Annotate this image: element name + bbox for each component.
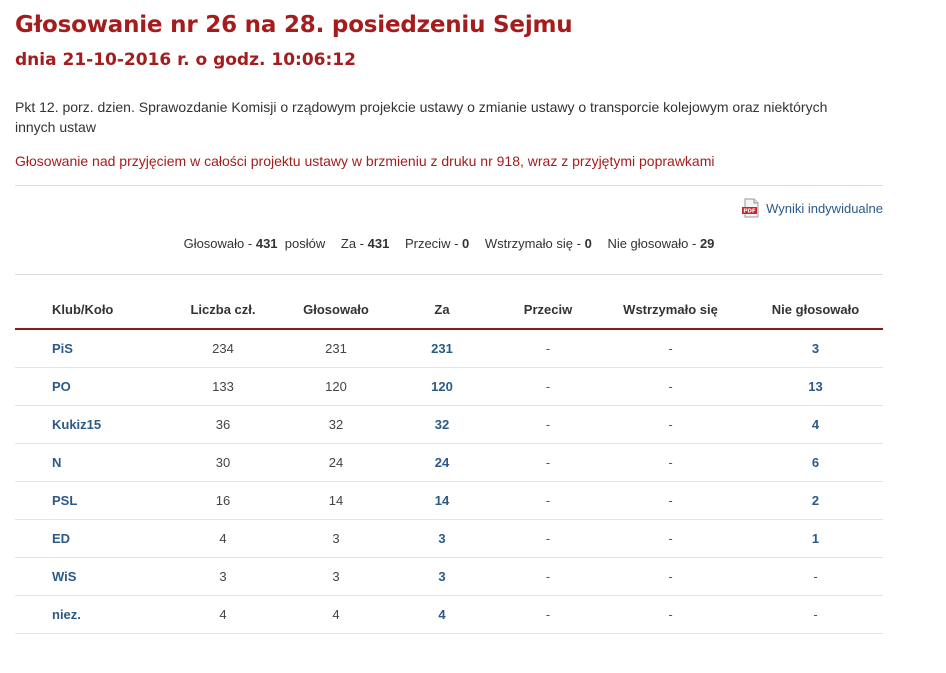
cell-voted: 32 — [291, 406, 381, 444]
divider — [15, 185, 883, 186]
individual-results-label: Wyniki indywidualne — [766, 200, 883, 216]
cell-yes-link[interactable]: 14 — [381, 482, 503, 520]
cell-abstain: - — [593, 329, 748, 368]
cell-members: 4 — [155, 520, 291, 558]
cell-members: 133 — [155, 368, 291, 406]
cell-voted: 3 — [291, 558, 381, 596]
club-link[interactable]: WiS — [15, 558, 155, 596]
cell-not-voted: - — [748, 596, 883, 634]
cell-against: - — [503, 444, 593, 482]
cell-abstain: - — [593, 406, 748, 444]
divider — [15, 274, 883, 275]
table-row — [15, 406, 883, 444]
vote-subject: Głosowanie nad przyjęciem w całości projektu ustawy w brzmieniu z druku nr 918, wraz z przyjętymi poprawkami — [15, 153, 715, 169]
cell-not-voted-link[interactable]: 4 — [748, 406, 883, 444]
summary-not-voted: Nie głosowało - 29 — [607, 236, 715, 251]
cell-not-voted-link[interactable]: 2 — [748, 482, 883, 520]
cell-voted: 24 — [291, 444, 381, 482]
cell-not-voted-link[interactable]: 13 — [748, 368, 883, 406]
cell-abstain: - — [593, 368, 748, 406]
table-row — [15, 482, 883, 520]
cell-against: - — [503, 520, 593, 558]
cell-against: - — [503, 406, 593, 444]
col-header-not-voted: Nie głosowało — [748, 290, 883, 329]
cell-abstain: - — [593, 444, 748, 482]
cell-members: 36 — [155, 406, 291, 444]
cell-abstain: - — [593, 558, 748, 596]
cell-abstain: - — [593, 596, 748, 634]
cell-abstain: - — [593, 482, 748, 520]
individual-results-pdf-link[interactable] — [741, 197, 883, 219]
summary-yes: Za - 431 — [340, 236, 390, 251]
club-link[interactable]: PSL — [15, 482, 155, 520]
table-row — [15, 368, 883, 406]
results-table — [15, 290, 883, 634]
cell-not-voted: - — [748, 558, 883, 596]
cell-abstain: - — [593, 520, 748, 558]
vote-summary — [15, 236, 883, 251]
summary-against: Przeciw - 0 — [404, 236, 470, 251]
club-link[interactable]: Kukiz15 — [15, 406, 155, 444]
cell-voted: 231 — [291, 329, 381, 368]
agenda-item-text: Pkt 12. porz. dzien. Sprawozdanie Komisji o rządowym projekcie ustawy o zmianie ustawy o transporcie kolejowym oraz niektórych innych ustaw — [15, 99, 828, 135]
col-header-against: Przeciw — [503, 290, 593, 329]
cell-yes-link[interactable]: 120 — [381, 368, 503, 406]
cell-yes-link[interactable]: 32 — [381, 406, 503, 444]
club-link[interactable]: PO — [15, 368, 155, 406]
table-row — [15, 558, 883, 596]
table-row — [15, 520, 883, 558]
cell-not-voted-link[interactable]: 1 — [748, 520, 883, 558]
table-header-row — [15, 290, 883, 329]
cell-voted: 14 — [291, 482, 381, 520]
cell-yes-link[interactable]: 3 — [381, 520, 503, 558]
cell-against: - — [503, 329, 593, 368]
cell-against: - — [503, 558, 593, 596]
cell-against: - — [503, 482, 593, 520]
summary-abstain: Wstrzymało się - 0 — [484, 236, 592, 251]
cell-voted: 4 — [291, 596, 381, 634]
cell-voted: 3 — [291, 520, 381, 558]
club-link[interactable]: PiS — [15, 329, 155, 368]
club-link[interactable]: niez. — [15, 596, 155, 634]
cell-members: 3 — [155, 558, 291, 596]
cell-members: 234 — [155, 329, 291, 368]
table-row — [15, 444, 883, 482]
col-header-voted: Głosowało — [291, 290, 381, 329]
cell-yes-link[interactable]: 3 — [381, 558, 503, 596]
col-header-club: Klub/Koło — [15, 290, 155, 329]
pdf-icon — [741, 198, 761, 218]
cell-yes-link[interactable]: 231 — [381, 329, 503, 368]
page-title: Głosowanie nr 26 na 28. posiedzeniu Sejmu — [15, 12, 573, 38]
cell-not-voted-link[interactable]: 6 — [748, 444, 883, 482]
col-header-yes: Za — [381, 290, 503, 329]
cell-members: 16 — [155, 482, 291, 520]
cell-not-voted-link[interactable]: 3 — [748, 329, 883, 368]
table-row — [15, 329, 883, 368]
cell-against: - — [503, 596, 593, 634]
summary-voted: Głosowało - 431 posłów — [183, 236, 326, 251]
cell-against: - — [503, 368, 593, 406]
svg-text:PDF: PDF — [743, 208, 756, 215]
col-header-members: Liczba czł. — [155, 290, 291, 329]
cell-members: 4 — [155, 596, 291, 634]
cell-yes-link[interactable]: 4 — [381, 596, 503, 634]
club-link[interactable]: N — [15, 444, 155, 482]
club-link[interactable]: ED — [15, 520, 155, 558]
table-row — [15, 596, 883, 634]
cell-yes-link[interactable]: 24 — [381, 444, 503, 482]
cell-voted: 120 — [291, 368, 381, 406]
vote-date: dnia 21-10-2016 r. o godz. 10:06:12 — [15, 50, 356, 70]
cell-members: 30 — [155, 444, 291, 482]
col-header-abstain: Wstrzymało się — [593, 290, 748, 329]
